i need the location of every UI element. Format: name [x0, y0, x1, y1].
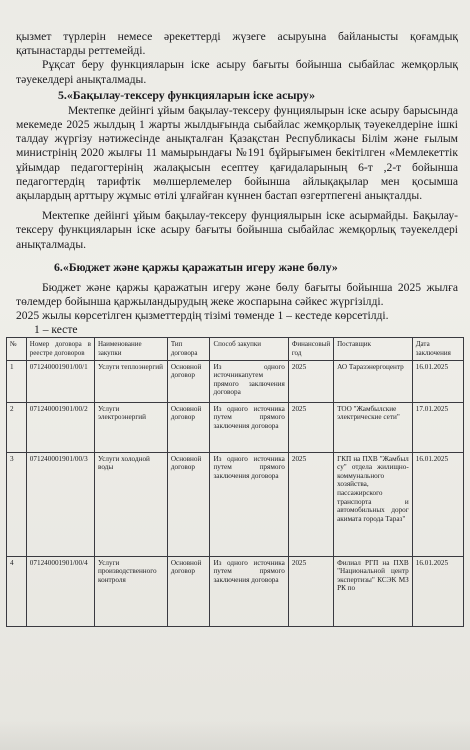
- cell-no: 2: [7, 402, 27, 452]
- header-no: №: [7, 338, 27, 360]
- section-heading-5: 5.«Бақылау-тексеру функцияларын іске асыру»: [58, 87, 316, 102]
- cell-fiscal-year: 2025: [288, 452, 333, 556]
- table-row: [7, 556, 464, 626]
- contracts-table: [6, 337, 464, 626]
- paragraph-permits: Рұқсат беру функцияларын іске асыру бағыты бойынша сыбайлас жемқорлық тәуекелдері анықталмады.: [16, 58, 458, 86]
- page-bottom-shade: [0, 720, 470, 750]
- cell-purchase-name: Услуги холодной воды: [94, 452, 167, 556]
- table-row: [7, 360, 464, 402]
- header-date: Дата заключения: [412, 338, 463, 360]
- cell-purchase-method: Из одного источника путем прямого заключения договора: [210, 452, 288, 556]
- header-contract-type: Тип договора: [167, 338, 210, 360]
- cell-fiscal-year: 2025: [288, 360, 333, 402]
- header-supplier: Поставщик: [334, 338, 413, 360]
- cell-purchase-name: Услуги производственного контроля: [94, 556, 167, 626]
- paragraph-intro: қызмет түрлерін немесе әрекеттерді жүзеге асыруына байланысты қоғамдық қатынастарды реттемейді.: [16, 30, 458, 58]
- paragraph-control-summary: Мектепке дейінгі ұйым бақылау-тексеру фунциялырын іске асырмайды. Бақылау-тексеру функцияларын іске асыру бағыты бойынша сыбайлас жемқорлық тәуекелдері анықталмады.: [16, 209, 458, 251]
- cell-date: 17.01.2025: [412, 402, 463, 452]
- cell-contract-type: Основной договор: [167, 556, 210, 626]
- cell-no: 3: [7, 452, 27, 556]
- cell-supplier: Филиал РГП на ПХВ "Национальной центр экспертизы" КСЭК МЗ РК по: [334, 556, 413, 626]
- paragraph-budget: Бюджет және қаржы қаражатын игеру және бөлу бағыты бойынша 2025 жылға төлемдер бойынша қаржыландырудың жеке жоспарына сәйкес жүргізілді.: [16, 280, 458, 309]
- cell-purchase-method: Из одного источникапутем прямого заключения договора: [210, 360, 288, 402]
- section-heading-6: 6.«Бюджет және қаржы қаражатын игеру және бөлу»: [54, 259, 338, 274]
- cell-no: 4: [7, 556, 27, 626]
- header-contract-number: Номер договора в реестре договоров: [26, 338, 94, 360]
- paragraph-services-list: 2025 жылы көрсетілген қызметтердің тізімі төменде 1 – кестеде көрсетілді.: [16, 309, 389, 323]
- cell-purchase-name: Услуги электроэнергий: [94, 402, 167, 452]
- cell-purchase-name: Услуги теплоэнергий: [94, 360, 167, 402]
- header-purchase-method: Способ закупки: [210, 338, 288, 360]
- cell-contract-type: Основной договор: [167, 360, 210, 402]
- cell-contract-number: 071240001901/00/4: [26, 556, 94, 626]
- cell-contract-number: 071240001901/00/3: [26, 452, 94, 556]
- table-header-row: [7, 338, 464, 360]
- cell-purchase-method: Из одного источника путем прямого заключения договора: [210, 402, 288, 452]
- header-fiscal-year: Финансовый год: [288, 338, 333, 360]
- cell-contract-number: 071240001901/00/1: [26, 360, 94, 402]
- cell-fiscal-year: 2025: [288, 556, 333, 626]
- cell-contract-type: Основной договор: [167, 402, 210, 452]
- cell-no: 1: [7, 360, 27, 402]
- table-row: [7, 402, 464, 452]
- cell-fiscal-year: 2025: [288, 402, 333, 452]
- header-purchase-name: Наименование закупки: [94, 338, 167, 360]
- paragraph-control-findings: Мектепке дейінгі ұйым бақылау-тексеру фунциялырын іске асыру барысында мекемеде 2025 жылдың 1 жарты жылдығында сыбайлас жемқорлық тәуекелдеріне ішкі талдау жүргізу нәтижесінде анықталған Қазақстан Республикасы Білім және ғылым министрінің 2020 жылғы 11 мамырындағы №191 бұйрығымен бекітілген «Мемлекеттік ұйымдар педагогтерінің жалақысын есептеу қағидаларының 6-т ,2-т бойынша педагогтердің тарифтік мөлшерлемелер бойынша айлықақылар мен қосымша ақылардың арттыру жұмыс өтілі ұлғайған күннен бастап өзгертпегені анықталды.: [16, 103, 458, 203]
- cell-date: 16.01.2025: [412, 452, 463, 556]
- table-caption: 1 – кесте: [34, 323, 78, 337]
- cell-purchase-method: Из одного источника путем прямого заключения договора: [210, 556, 288, 626]
- cell-contract-type: Основной договор: [167, 452, 210, 556]
- cell-date: 16.01.2025: [412, 556, 463, 626]
- cell-supplier: АО Таразэнергоцентр: [334, 360, 413, 402]
- cell-contract-number: 071240001901/00/2: [26, 402, 94, 452]
- cell-date: 16.01.2025: [412, 360, 463, 402]
- cell-supplier: ТОО "Жамбылские электрические сети": [334, 402, 413, 452]
- cell-supplier: ГКП на ПХВ "Жамбыл су" отдела жилищно-коммунального хозяйства, пассажирского транспорта и автомобильных дорог акимата города Тараз": [334, 452, 413, 556]
- table-row: [7, 452, 464, 556]
